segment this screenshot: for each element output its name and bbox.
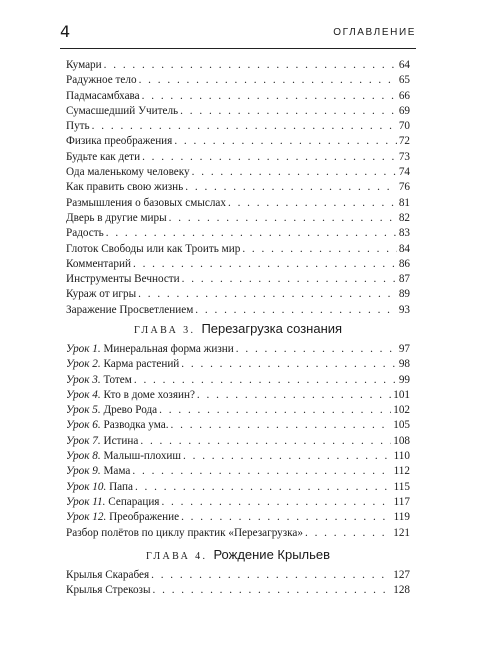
entry-text: Заражение Просветлением bbox=[66, 303, 194, 316]
lesson-label: Урок 10. bbox=[66, 480, 107, 493]
entry-text: Крылья Скарабея bbox=[66, 569, 150, 581]
toc-entry bbox=[66, 568, 410, 583]
toc-entry-title bbox=[66, 388, 195, 403]
toc-entry-title bbox=[66, 119, 90, 134]
toc-section bbox=[66, 342, 410, 541]
page-ref: 127 bbox=[393, 569, 410, 581]
page-ref: 87 bbox=[398, 273, 410, 286]
toc-entry bbox=[66, 211, 410, 226]
dot-leader bbox=[192, 165, 397, 180]
toc-entry bbox=[66, 165, 410, 180]
dot-leader bbox=[151, 568, 391, 583]
page-ref: 99 bbox=[398, 373, 410, 386]
toc-entry-title bbox=[66, 303, 193, 318]
toc-entry bbox=[66, 480, 410, 495]
chapter-title: Перезагрузка сознания bbox=[201, 321, 343, 336]
entry-text: Инструменты Вечности bbox=[66, 273, 180, 286]
entry-text: Тотем bbox=[103, 373, 132, 386]
entry-text: Радужное тело bbox=[66, 74, 137, 87]
page-number: 4 bbox=[60, 22, 71, 41]
lesson-label: Урок 12. bbox=[66, 511, 107, 524]
entry-text: Радость bbox=[66, 227, 104, 240]
entry-text: Минеральная форма жизни bbox=[103, 343, 234, 355]
toc-entry-title bbox=[66, 342, 234, 357]
page-ref: 121 bbox=[393, 526, 410, 539]
page-ref: 89 bbox=[398, 288, 410, 301]
lesson-label: Урок 5. bbox=[66, 404, 101, 417]
toc-entry bbox=[66, 196, 410, 211]
toc-entry-title bbox=[66, 134, 172, 149]
dot-leader bbox=[174, 134, 396, 149]
toc-entry bbox=[66, 510, 410, 525]
dot-leader bbox=[135, 480, 392, 495]
page-ref: 72 bbox=[398, 135, 410, 148]
page-ref: 66 bbox=[398, 89, 410, 102]
page-ref: 86 bbox=[398, 257, 410, 270]
page-ref: 102 bbox=[393, 404, 410, 417]
toc-entry bbox=[66, 373, 410, 388]
dot-leader bbox=[182, 272, 397, 287]
lesson-label: Урок 7. bbox=[66, 434, 101, 447]
dot-leader bbox=[153, 583, 392, 598]
toc-entry-title bbox=[66, 73, 137, 88]
entry-text: Карма растений bbox=[103, 358, 180, 371]
page-ref: 69 bbox=[398, 104, 410, 117]
dot-leader bbox=[104, 58, 397, 73]
chapter-title: Рождение Крыльев bbox=[213, 547, 331, 562]
page-ref: 70 bbox=[398, 120, 410, 133]
dot-leader bbox=[228, 196, 397, 211]
page-ref: 117 bbox=[393, 495, 410, 508]
dot-leader bbox=[142, 150, 397, 165]
toc-entry-title bbox=[66, 464, 130, 479]
dot-leader bbox=[138, 287, 397, 302]
dot-leader bbox=[242, 242, 397, 257]
toc-entry-title bbox=[66, 226, 104, 241]
toc-entry bbox=[66, 272, 410, 287]
page-ref: 119 bbox=[393, 511, 410, 524]
page-ref: 74 bbox=[398, 166, 410, 179]
page-ref: 84 bbox=[398, 242, 410, 255]
page-ref: 101 bbox=[393, 388, 410, 401]
toc-entry-title bbox=[66, 165, 190, 180]
entry-text: Дверь в другие миры bbox=[66, 211, 167, 224]
page-ref: 110 bbox=[393, 450, 410, 463]
page-ref: 65 bbox=[398, 74, 410, 87]
toc-entry-title bbox=[66, 568, 149, 583]
page-header bbox=[60, 22, 416, 49]
toc-entry-title bbox=[66, 150, 140, 165]
dot-leader bbox=[181, 510, 392, 525]
toc-entry-title bbox=[66, 510, 179, 525]
toc-entry bbox=[66, 342, 410, 357]
toc-entry bbox=[66, 388, 410, 403]
page-ref: 83 bbox=[398, 227, 410, 240]
toc-entry-title bbox=[66, 373, 132, 388]
dot-leader bbox=[181, 357, 397, 372]
toc-entry bbox=[66, 89, 410, 104]
toc-entry bbox=[66, 583, 410, 598]
entry-text: Кто в доме хозяин? bbox=[103, 388, 195, 401]
page-ref: 97 bbox=[398, 343, 410, 355]
toc-entry bbox=[66, 287, 410, 302]
toc-entry bbox=[66, 73, 410, 88]
chapter-heading bbox=[66, 546, 410, 564]
dot-leader bbox=[305, 526, 391, 541]
dot-leader bbox=[195, 303, 397, 318]
lesson-label: Урок 4. bbox=[66, 388, 101, 401]
toc-entry bbox=[66, 257, 410, 272]
dot-leader bbox=[139, 73, 397, 88]
lesson-label: Урок 6. bbox=[66, 419, 101, 432]
lesson-label: Урок 8. bbox=[66, 450, 101, 463]
entry-text: Истина bbox=[103, 434, 139, 447]
entry-text: Сумасшедший Учитель bbox=[66, 104, 179, 117]
entry-text: Размышления о базовых смыслах bbox=[66, 196, 226, 209]
toc-entry bbox=[66, 58, 410, 73]
entry-text: Комментарий bbox=[66, 257, 131, 270]
entry-text: Крылья Стрекозы bbox=[66, 584, 151, 597]
entry-text: Мама bbox=[103, 465, 131, 478]
dot-leader bbox=[183, 449, 392, 464]
toc-entry-title bbox=[66, 357, 179, 372]
toc-entry bbox=[66, 357, 410, 372]
toc-entry bbox=[66, 526, 410, 541]
dot-leader bbox=[171, 418, 392, 433]
chapter-label: ГЛАВА 4. bbox=[145, 551, 208, 562]
dot-leader bbox=[142, 89, 397, 104]
toc-entry bbox=[66, 119, 410, 134]
toc-entry bbox=[66, 134, 410, 149]
dot-leader bbox=[236, 342, 397, 357]
lesson-label: Урок 3. bbox=[66, 373, 101, 386]
entry-text: Путь bbox=[66, 120, 90, 133]
page-ref: 81 bbox=[398, 196, 410, 209]
dot-leader bbox=[159, 403, 391, 418]
page-ref: 128 bbox=[393, 584, 410, 597]
chapter-label: ГЛАВА 3. bbox=[133, 325, 196, 336]
entry-text: Ода маленькому человеку bbox=[66, 166, 190, 179]
dot-leader bbox=[134, 373, 397, 388]
entry-text: Как править свою жизнь bbox=[66, 181, 184, 194]
dot-leader bbox=[132, 464, 391, 479]
lesson-label: Урок 2. bbox=[66, 358, 101, 371]
dot-leader bbox=[92, 119, 397, 134]
page-ref: 105 bbox=[393, 419, 410, 432]
toc-entry bbox=[66, 449, 410, 464]
toc-entry-title bbox=[66, 403, 157, 418]
toc-entry bbox=[66, 242, 410, 257]
toc-entry-title bbox=[66, 180, 183, 195]
entry-text: Кумари bbox=[66, 59, 102, 71]
toc-section bbox=[66, 58, 410, 318]
entry-text: Разбор полётов по циклу практик «Перезагрузка» bbox=[66, 526, 303, 539]
entry-text: Кураж от игры bbox=[66, 288, 137, 301]
dot-leader bbox=[185, 180, 397, 195]
dot-leader bbox=[197, 388, 391, 403]
page-ref: 108 bbox=[393, 434, 410, 447]
entry-text: Глоток Свободы или как Троить мир bbox=[66, 242, 241, 255]
page-ref: 93 bbox=[398, 303, 410, 316]
dot-leader bbox=[161, 495, 391, 510]
lesson-label: Урок 11. bbox=[66, 495, 106, 508]
toc-entry bbox=[66, 104, 410, 119]
toc-section bbox=[66, 568, 410, 599]
lesson-label: Урок 1. bbox=[66, 343, 101, 355]
running-head: ОГЛАВЛЕНИЕ bbox=[333, 27, 416, 38]
toc-entry-title bbox=[66, 58, 102, 73]
toc-entry-title bbox=[66, 257, 131, 272]
dot-leader bbox=[133, 257, 397, 272]
page-ref: 64 bbox=[398, 59, 410, 71]
chapter-heading bbox=[66, 320, 410, 338]
entry-text: Малыш-плохиш bbox=[103, 450, 182, 463]
toc-entry bbox=[66, 403, 410, 418]
toc-entry-title bbox=[66, 480, 133, 495]
toc-entry bbox=[66, 150, 410, 165]
toc-entry-title bbox=[66, 495, 159, 510]
page-ref: 76 bbox=[398, 181, 410, 194]
page-ref: 112 bbox=[393, 465, 410, 478]
entry-text: Папа bbox=[109, 480, 133, 493]
toc-entry bbox=[66, 303, 410, 318]
dot-leader bbox=[140, 434, 391, 449]
dot-leader bbox=[106, 226, 397, 241]
dot-leader bbox=[169, 211, 397, 226]
page-ref: 98 bbox=[398, 358, 410, 371]
toc-entry-title bbox=[66, 434, 138, 449]
entry-text: Сепарация bbox=[108, 495, 160, 508]
toc-entry-title bbox=[66, 196, 226, 211]
toc-entry bbox=[66, 180, 410, 195]
entry-text: Падмасамбхава bbox=[66, 89, 140, 102]
entry-text: Древо Рода bbox=[103, 404, 158, 417]
entry-text: Будьте как дети bbox=[66, 150, 141, 163]
toc-entry-title bbox=[66, 89, 140, 104]
dot-leader bbox=[180, 104, 397, 119]
toc-entry bbox=[66, 495, 410, 510]
toc-entry bbox=[66, 464, 410, 479]
toc-entry-title bbox=[66, 287, 136, 302]
lesson-label: Урок 9. bbox=[66, 465, 101, 478]
toc-entry bbox=[66, 226, 410, 241]
entry-text: Физика преображения bbox=[66, 135, 173, 148]
toc-entry-title bbox=[66, 272, 180, 287]
toc-entry bbox=[66, 418, 410, 433]
toc-entry-title bbox=[66, 418, 169, 433]
toc-entry-title bbox=[66, 526, 303, 541]
toc-entry-title bbox=[66, 242, 240, 257]
entry-text: Разводка ума. bbox=[103, 419, 169, 432]
entry-text: Преображение bbox=[109, 511, 180, 524]
toc-entry-title bbox=[66, 449, 181, 464]
toc-entry bbox=[66, 434, 410, 449]
page-ref: 115 bbox=[393, 480, 410, 493]
toc-entry-title bbox=[66, 211, 167, 226]
toc-entry-title bbox=[66, 104, 178, 119]
page-ref: 82 bbox=[398, 211, 410, 224]
toc-entry-title bbox=[66, 583, 151, 598]
page-ref: 73 bbox=[398, 150, 410, 163]
